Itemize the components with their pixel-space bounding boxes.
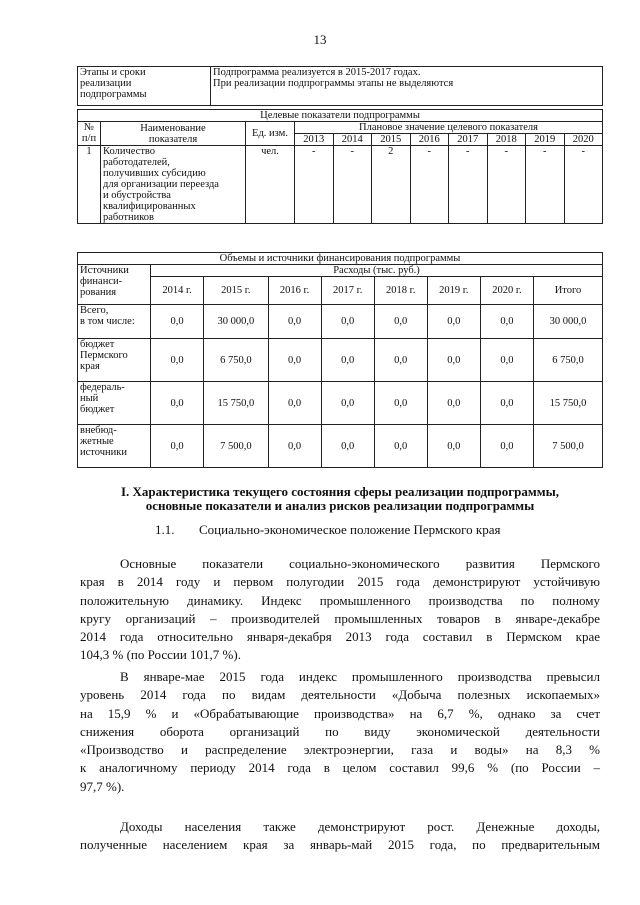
row-value: 0,0 (268, 382, 321, 425)
col-expenses-header: Расходы (тыс. руб.) (151, 265, 603, 277)
row-value: 0,0 (480, 382, 533, 425)
text-line: положительную динамику. Индекс промышленного производства по полному (80, 592, 600, 608)
year-header: 2018 (487, 134, 526, 146)
row-unit: чел. (246, 146, 295, 224)
row-value: 0,0 (321, 305, 374, 339)
row-value: 0,0 (427, 382, 480, 425)
row-name (101, 146, 246, 224)
year-header: 2016 г. (268, 277, 321, 305)
row-value: 0,0 (151, 305, 204, 339)
row-label (78, 425, 151, 468)
row-label (78, 382, 151, 425)
table-row (78, 305, 603, 339)
subheading (155, 522, 500, 538)
heading-line: I. Характеристика текущего состояния сферы реализации подпрограммы, (120, 484, 560, 499)
subheading-text: Социально-экономическое положение Пермского края (199, 522, 501, 537)
year-header: 2019 г. (427, 277, 480, 305)
subheading-number: 1.1. (155, 522, 175, 537)
text-line: уровень 2014 года по видам деятельности «Добыча полезных ископаемых» (80, 687, 600, 703)
row-value: 0,0 (374, 425, 427, 468)
table-row (78, 339, 603, 382)
year-header: 2015 (372, 134, 411, 146)
name-line: и обустройства (103, 190, 171, 201)
targets-table (77, 109, 603, 224)
text-line: «Производство и распределение электроэнергии, газа и воды» на 8,3 % (80, 742, 600, 758)
year-header: 2019 (526, 134, 565, 146)
row-value: 30 000,0 (534, 305, 603, 339)
year-header: 2015 г. (204, 277, 268, 305)
row-value: 0,0 (321, 339, 374, 382)
heading-line: основные показатели и анализ рисков реализации подпрограммы (145, 498, 535, 513)
name-line: Количество (103, 146, 156, 157)
stages-label-line: Этапы и сроки (80, 67, 146, 78)
stages-label-line: подпрограммы (80, 89, 147, 100)
label-line: края (80, 361, 100, 372)
header-line: Наименование (140, 122, 206, 134)
label-line: жетные (80, 436, 114, 447)
row-value: - (526, 146, 565, 224)
header-line: Источники (80, 265, 129, 276)
label-line: бюджет (80, 404, 115, 415)
year-header: Итого (534, 277, 603, 305)
text-line: В январе-мае 2015 года индекс промышленного производства превысил (120, 669, 600, 684)
text-line: Доходы населения также демонстрируют рост. Денежные доходы, (120, 819, 600, 834)
year-header: 2017 г. (321, 277, 374, 305)
label-line: ный (80, 393, 99, 404)
row-value: - (564, 146, 603, 224)
label-line: бюджет (80, 339, 115, 350)
year-header: 2017 (449, 134, 488, 146)
text-line: 2014 года относительно января-декабря 2013 года составил в Пермском крае (80, 629, 600, 645)
name-line: квалифицированных (103, 201, 196, 212)
header-line: финанси- (80, 276, 123, 287)
text-line: полученные населением края за январь-май 2015 года, по предварительным (80, 837, 600, 853)
header-line: п/п (81, 133, 97, 144)
col-plan-header: Плановое значение целевого показателя (295, 122, 603, 134)
table-row (78, 146, 603, 224)
stages-label-line: реализации (80, 78, 132, 89)
table-row (78, 425, 603, 468)
col-unit-header: Ед. изм. (246, 122, 295, 146)
label-line: внебюд- (80, 425, 117, 436)
row-value: 0,0 (321, 425, 374, 468)
stages-value (211, 67, 603, 106)
label-line: Всего, (80, 305, 109, 316)
row-value: 0,0 (151, 382, 204, 425)
paragraph (80, 818, 600, 855)
year-header: 2020 (564, 134, 603, 146)
header-line: показателя (148, 133, 198, 145)
row-value: 0,0 (427, 339, 480, 382)
text-line: к аналогичному периоду 2014 года в целом составил 99,6 % (по России – (80, 760, 600, 776)
row-num: 1 (78, 146, 101, 224)
finance-section-title: Объемы и источники финансирования подпрограммы (78, 253, 603, 265)
table-row (78, 382, 603, 425)
text-line: Основные показатели социально-экономического развития Пермского (120, 556, 600, 571)
year-header: 2014 г. (151, 277, 204, 305)
row-value: 15 750,0 (534, 382, 603, 425)
text-line: на 15,9 % и «Обрабатывающие производства» на 6,7 %, однако за счет (80, 705, 600, 721)
stages-label (78, 67, 211, 106)
text-line: снижения оборота организаций по виду экономической деятельности (80, 723, 600, 739)
targets-section-title: Целевые показатели подпрограммы (78, 110, 603, 122)
text-line: 104,3 % (по России 101,7 %). (80, 647, 241, 663)
name-line: получивших субсидию (103, 168, 206, 179)
row-value: 0,0 (151, 425, 204, 468)
finance-table (77, 252, 603, 468)
row-value: - (449, 146, 488, 224)
paragraph (80, 668, 600, 796)
header-line: № (83, 122, 95, 133)
row-value: 7 500,0 (534, 425, 603, 468)
row-value: 30 000,0 (204, 305, 268, 339)
label-line: федераль- (80, 382, 125, 393)
text-line: края в 2014 году и первом полугодии 2015 года демонстрируют устойчивую (80, 574, 600, 590)
row-value: 0,0 (480, 339, 533, 382)
col-name-header (101, 122, 246, 146)
row-value: - (333, 146, 372, 224)
name-line: работников (103, 212, 154, 223)
row-value: 6 750,0 (204, 339, 268, 382)
page-number: 13 (313, 32, 327, 47)
header-line: рования (80, 287, 117, 298)
section-heading (77, 485, 603, 513)
year-header: 2020 г. (480, 277, 533, 305)
row-value: - (295, 146, 334, 224)
row-value: 0,0 (427, 305, 480, 339)
year-header: 2013 (295, 134, 334, 146)
row-value: 0,0 (374, 339, 427, 382)
text-line: 97,7 %). (80, 778, 125, 794)
row-value: 2 (372, 146, 411, 224)
row-label (78, 305, 151, 339)
row-value: 6 750,0 (534, 339, 603, 382)
name-line: для организации переезда (103, 179, 219, 190)
row-value: 0,0 (268, 425, 321, 468)
stages-value-line: При реализации подпрограммы этапы не выделяются (213, 78, 454, 89)
row-value: 7 500,0 (204, 425, 268, 468)
year-header: 2018 г. (374, 277, 427, 305)
row-value: 0,0 (268, 339, 321, 382)
col-num-header (78, 122, 101, 146)
row-value: 0,0 (268, 305, 321, 339)
row-value: 0,0 (151, 339, 204, 382)
col-source-header (78, 265, 151, 305)
row-value: 0,0 (480, 305, 533, 339)
paragraph (80, 555, 600, 665)
row-value: - (487, 146, 526, 224)
row-value: 0,0 (321, 382, 374, 425)
row-value: - (410, 146, 449, 224)
label-line: источники (80, 447, 127, 458)
row-value: 15 750,0 (204, 382, 268, 425)
year-header: 2016 (410, 134, 449, 146)
stages-value-line: Подпрограмма реализуется в 2015-2017 годах. (213, 67, 421, 78)
text-line: кругу организаций – производителей промышленных товаров в январе-декабре (80, 610, 600, 626)
label-line: в том числе: (80, 316, 135, 327)
row-value: 0,0 (374, 382, 427, 425)
row-value: 0,0 (374, 305, 427, 339)
row-value: 0,0 (480, 425, 533, 468)
row-value: 0,0 (427, 425, 480, 468)
name-line: работодателей, (103, 157, 170, 168)
row-label (78, 339, 151, 382)
label-line: Пермского (80, 350, 128, 361)
year-header: 2014 (333, 134, 372, 146)
stages-table (77, 66, 603, 106)
